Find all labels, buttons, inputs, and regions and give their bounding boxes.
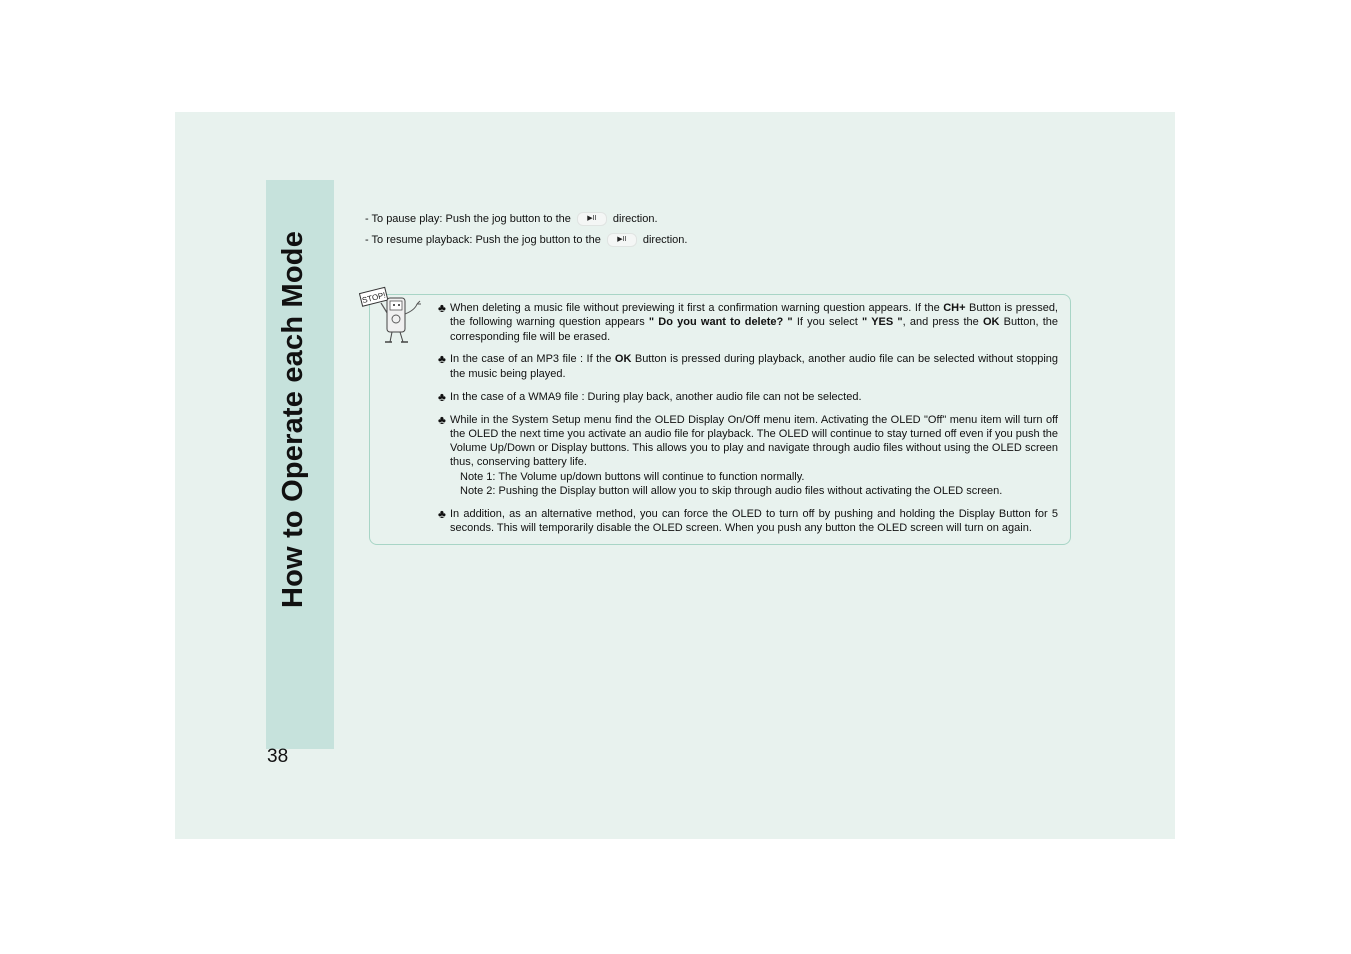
sub-note: Note 2: Pushing the Display button will allow you to skip through audio files without activating the OLED screen. bbox=[460, 485, 1003, 498]
jog-play-pause-icon: ▶II bbox=[577, 212, 607, 226]
instruction-text: - To resume playback: Push the jog button to the bbox=[365, 233, 601, 246]
note-text: In the case of a WMA9 file : During play back, another audio file can not be selected. bbox=[450, 390, 862, 403]
stop-sign-label: STOP! bbox=[361, 290, 387, 306]
note-text: Button is pressed, the following warning question appears bbox=[450, 302, 1058, 329]
section-title: How to Operate each Mode bbox=[277, 230, 309, 608]
sub-note: Note 1: The Volume up/down buttons will continue to function normally. bbox=[460, 470, 805, 483]
note-text: While in the System Setup menu find the OLED Display On/Off menu item. Activating the OLED "Off" menu item will turn off the OLED the next time you activate an audio file for playback. The OLED will continue to stay turned off even if you push the Volume Up/Down or Display buttons. This allows you to play and navigate through audio files without using the OLED screen thus, conserving battery life. bbox=[450, 413, 1058, 469]
note-bold: " Do you want to delete? " bbox=[648, 316, 793, 329]
note-text: In the case of an MP3 file : If the bbox=[450, 353, 615, 366]
club-bullet-icon: ♣ bbox=[438, 352, 446, 367]
note-bold: OK bbox=[982, 316, 1000, 329]
notes-list bbox=[438, 301, 1058, 544]
note-text: When deleting a music file without previewing it first a confirmation warning question appears. If the bbox=[450, 302, 944, 314]
club-bullet-icon: ♣ bbox=[438, 412, 446, 427]
club-bullet-icon: ♣ bbox=[438, 506, 446, 521]
note-text: In addition, as an alternative method, you can force the OLED to turn off by pushing and holding the Display Button for 5 seconds. This will temporarily disable the OLED screen. When you push any button the OLED screen will turn on again. bbox=[450, 507, 1058, 535]
note-text: , and press the bbox=[902, 316, 983, 329]
club-bullet-icon: ♣ bbox=[438, 301, 446, 315]
note-item-delete bbox=[438, 301, 1058, 344]
note-bold: CH+ bbox=[943, 302, 966, 314]
note-bold: OK bbox=[614, 353, 632, 366]
note-bold: " YES " bbox=[861, 316, 903, 329]
note-text: Button, the corresponding file will be erased. bbox=[450, 316, 1058, 343]
page-number: 38 bbox=[267, 746, 289, 767]
note-item-wma9 bbox=[438, 390, 1058, 404]
instruction-text: - To pause play: Push the jog button to the bbox=[365, 212, 571, 225]
stop-mascot-icon bbox=[359, 286, 425, 346]
jog-play-pause-icon: ▶II bbox=[607, 233, 637, 247]
note-item-mp3 bbox=[438, 352, 1058, 381]
instruction-text: direction. bbox=[612, 212, 658, 225]
instruction-text: direction. bbox=[642, 233, 688, 246]
club-bullet-icon: ♣ bbox=[438, 389, 446, 404]
note-text: Button is pressed during playback, another audio file can be selected without stopping the music being played. bbox=[450, 353, 1059, 380]
note-item-alternative bbox=[438, 507, 1058, 536]
note-text: If you select bbox=[792, 316, 862, 329]
resume-instruction bbox=[365, 233, 687, 247]
note-item-oled bbox=[438, 413, 1058, 499]
pause-instruction bbox=[365, 212, 658, 226]
